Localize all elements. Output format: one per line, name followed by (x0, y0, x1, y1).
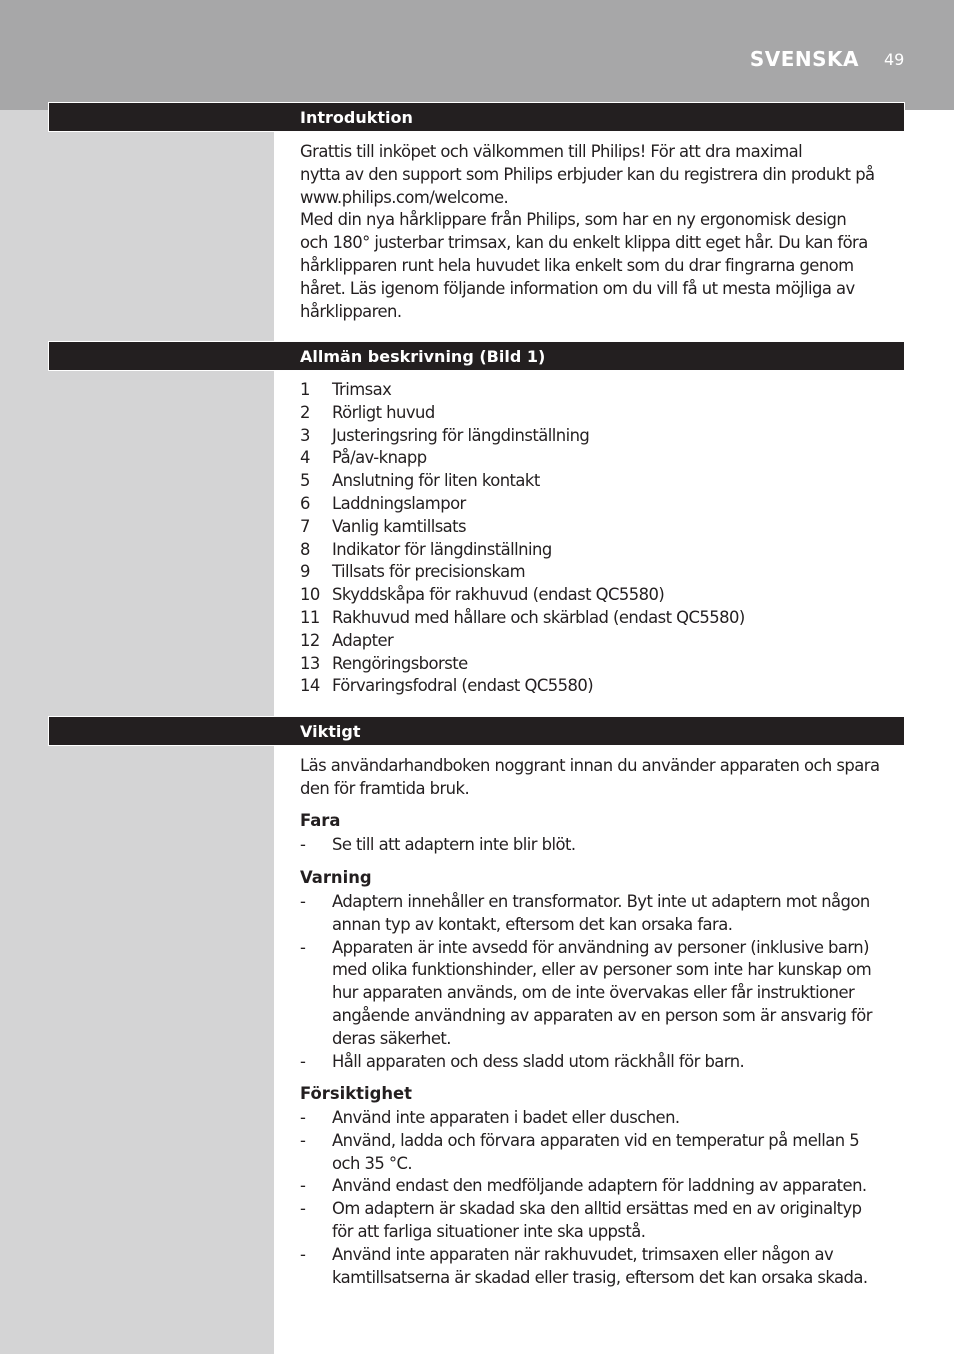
page-number: 49 (884, 50, 905, 69)
list-item (300, 402, 905, 425)
text-line: nytta av den support som Philips erbjuder kan du registrera din produkt på (300, 164, 875, 184)
text-line: Läs användarhandboken noggrant innan du använder apparaten och spara (300, 756, 880, 775)
text-line: www.philips.com/welcome. (300, 187, 509, 207)
parts-list (300, 379, 905, 698)
bullet-dash: - (300, 937, 306, 957)
bullet-dash: - (300, 1244, 306, 1264)
list-item (300, 653, 905, 676)
list-item (300, 379, 905, 402)
list-item (300, 470, 905, 493)
bullet-dash: - (300, 1051, 306, 1071)
item-number: 4 (300, 448, 310, 468)
intro-text (300, 141, 905, 323)
bullet-dash: - (300, 1199, 306, 1219)
item-number: 14 (300, 676, 320, 696)
text-line: hur apparaten används, om de inte övervakas eller får instruktioner (332, 983, 855, 1003)
item-text: Rakhuvud med hållare och skärblad (endast QC5580) (332, 607, 745, 627)
list-item (300, 1130, 905, 1176)
item-text: Anslutning för liten kontakt (332, 471, 540, 491)
text-line: den för framtida bruk. (300, 778, 470, 798)
item-number: 6 (300, 493, 310, 513)
item-text: Vanlig kamtillsats (332, 516, 467, 536)
item-number: 3 (300, 425, 310, 445)
text-line: hårklipparen. (300, 301, 402, 321)
list-item (300, 539, 905, 562)
list-item (300, 1175, 905, 1198)
intro-paragraph-1 (300, 141, 905, 209)
section-title: Allmän beskrivning (Bild 1) (300, 347, 546, 366)
text-line: annan typ av kontakt, eftersom det kan orsaka fara. (332, 914, 733, 934)
bullet-dash: - (300, 1130, 306, 1150)
list-item (300, 891, 905, 937)
list-item (300, 937, 905, 1051)
section-header-general (48, 341, 905, 371)
text-line: Adaptern innehåller en transformator. Byt inte ut adaptern mot någon (332, 892, 870, 911)
list-item (300, 630, 905, 653)
text-line: Grattis till inköpet och välkommen till Philips! För att dra maximal (300, 142, 803, 161)
text-line: angående användning av apparaten av en person som är ansvarig för (332, 1005, 872, 1025)
list-item (300, 447, 905, 470)
caution-list (300, 1107, 905, 1289)
danger-list (300, 834, 905, 857)
item-text (332, 1198, 905, 1244)
text-line: håret. Läs igenom följande information om du vill få ut mesta möjliga av (300, 278, 855, 298)
text-line: med olika funktionshinder, eller av personer som inte har kunskap om (332, 960, 872, 980)
text-line: kamtillsatserna är skadad eller trasig, eftersom det kan orsaka skada. (332, 1267, 868, 1287)
item-text: Justeringsring för längdinställning (332, 425, 590, 445)
item-number: 7 (300, 516, 310, 536)
list-item (300, 584, 905, 607)
item-text: Håll apparaten och dess sladd utom räckhåll för barn. (332, 1051, 745, 1071)
item-number: 8 (300, 539, 310, 559)
list-item (300, 675, 905, 698)
list-item (300, 1244, 905, 1290)
text-line: Använd inte apparaten när rakhuvudet, trimsaxen eller någon av (332, 1244, 834, 1264)
item-number: 10 (300, 585, 320, 605)
warning-heading: Varning (300, 868, 372, 887)
item-text (332, 1130, 905, 1176)
bullet-dash: - (300, 892, 306, 911)
bullet-dash: - (300, 1176, 306, 1196)
item-text: Tillsats för precisionskam (332, 562, 526, 582)
item-text: Använd endast den medföljande adaptern för laddning av apparaten. (332, 1176, 867, 1196)
text-line: och 180° justerbar trimsax, kan du enkelt klippa ditt eget hår. Du kan föra (300, 233, 868, 253)
list-item (300, 834, 905, 857)
item-text: Skyddskåpa för rakhuvud (endast QC5580) (332, 585, 665, 605)
item-number: 13 (300, 653, 320, 673)
list-item (300, 1051, 905, 1074)
caution-heading: Försiktighet (300, 1084, 412, 1103)
text-line: Om adaptern är skadad ska den alltid ersättas med en av originaltyp (332, 1199, 862, 1219)
danger-heading: Fara (300, 811, 341, 830)
item-text (332, 891, 905, 937)
list-item (300, 425, 905, 448)
language-label: SVENSKA (749, 47, 859, 71)
text-line: Med din nya hårklippare från Philips, som har en ny ergonomisk design (300, 210, 847, 230)
list-item (300, 1107, 905, 1130)
item-text: Se till att adaptern inte blir blöt. (332, 835, 576, 854)
text-line: hårklipparen runt hela huvudet lika enkelt som du drar fingrarna genom (300, 255, 854, 275)
item-number: 11 (300, 607, 320, 627)
important-intro-paragraph (300, 755, 905, 801)
item-text: Trimsax (332, 380, 392, 399)
item-text: Laddningslampor (332, 493, 466, 513)
item-text: Förvaringsfodral (endast QC5580) (332, 676, 594, 696)
list-item (300, 1198, 905, 1244)
item-number: 2 (300, 402, 310, 422)
bullet-dash: - (300, 1108, 306, 1127)
item-text: Rengöringsborste (332, 653, 468, 673)
item-text: Indikator för längdinställning (332, 539, 552, 559)
section-header-intro (48, 102, 905, 132)
list-item (300, 516, 905, 539)
list-item (300, 607, 905, 630)
text-line: Apparaten är inte avsedd för användning av personer (inklusive barn) (332, 937, 869, 957)
list-item (300, 493, 905, 516)
item-text: Adapter (332, 630, 394, 650)
text-line: och 35 °C. (332, 1153, 413, 1173)
header-band (0, 0, 954, 110)
important-intro (300, 755, 905, 801)
item-text: På/av-knapp (332, 448, 427, 468)
text-line: för att farliga situationer inte ska uppstå. (332, 1221, 646, 1241)
intro-paragraph-2 (300, 209, 905, 323)
text-line: Använd, ladda och förvara apparaten vid en temperatur på mellan 5 (332, 1130, 860, 1150)
list-item (300, 561, 905, 584)
section-header-important (48, 716, 905, 746)
item-number: 1 (300, 380, 310, 399)
section-title: Introduktion (300, 108, 413, 127)
item-text (332, 1244, 905, 1290)
item-number: 12 (300, 630, 320, 650)
warning-list (300, 891, 905, 1073)
item-number: 5 (300, 471, 310, 491)
item-text: Rörligt huvud (332, 402, 435, 422)
bullet-dash: - (300, 835, 306, 854)
item-text (332, 937, 905, 1051)
text-line: deras säkerhet. (332, 1028, 451, 1048)
item-text: Använd inte apparaten i badet eller duschen. (332, 1108, 680, 1127)
item-number: 9 (300, 562, 310, 582)
section-title: Viktigt (300, 722, 361, 741)
